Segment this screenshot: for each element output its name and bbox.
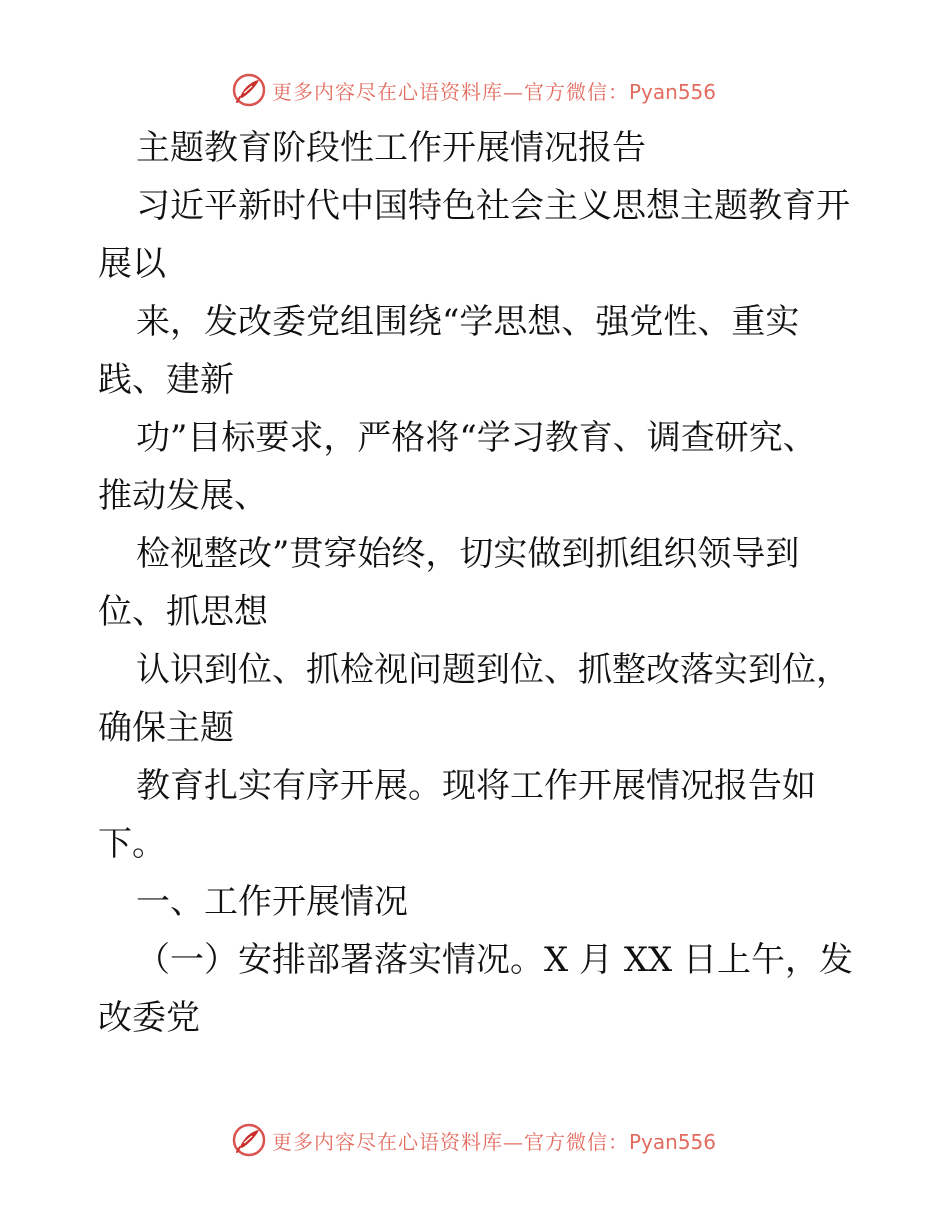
paragraph-line: 下。	[98, 824, 166, 864]
feather-pen-circle-icon	[232, 1123, 266, 1157]
watermark-handle: Pyan556	[629, 79, 717, 104]
watermark-prefix: 更多内容尽在心语资料库—官方微信：	[272, 1129, 629, 1154]
paragraph-line: 位、抓思想	[98, 592, 268, 632]
paragraph-line: 展以	[98, 244, 166, 284]
paragraph-line: 功”目标要求，严格将“学习教育、调查研究、	[136, 418, 817, 458]
paragraph-line: 确保主题	[98, 708, 234, 748]
section-heading: 一、工作开展情况	[136, 882, 408, 922]
paragraph-line: 践、建新	[98, 360, 234, 400]
paragraph-line: 推动发展、	[98, 476, 268, 516]
footer-watermark	[232, 1120, 716, 1160]
paragraph-line: （一）安排部署落实情况。X 月 XX 日上午，发	[136, 940, 854, 980]
paragraph-line: 认识到位、抓检视问题到位、抓整改落实到位，	[136, 650, 850, 690]
paragraph-line: 检视整改”贯穿始终，切实做到抓组织领导到	[136, 534, 800, 574]
watermark-handle: Pyan556	[629, 1129, 717, 1154]
document-title: 主题教育阶段性工作开展情况报告	[136, 128, 646, 168]
feather-pen-circle-icon	[232, 73, 266, 107]
header-watermark	[232, 70, 716, 110]
paragraph-line: 教育扎实有序开展。现将工作开展情况报告如	[136, 766, 816, 806]
paragraph-line: 改委党	[98, 998, 200, 1038]
paragraph-line: 习近平新时代中国特色社会主义思想主题教育开	[136, 186, 850, 226]
watermark-prefix: 更多内容尽在心语资料库—官方微信：	[272, 79, 629, 104]
paragraph-line: 来，发改委党组围绕“学思想、强党性、重实	[136, 302, 800, 342]
